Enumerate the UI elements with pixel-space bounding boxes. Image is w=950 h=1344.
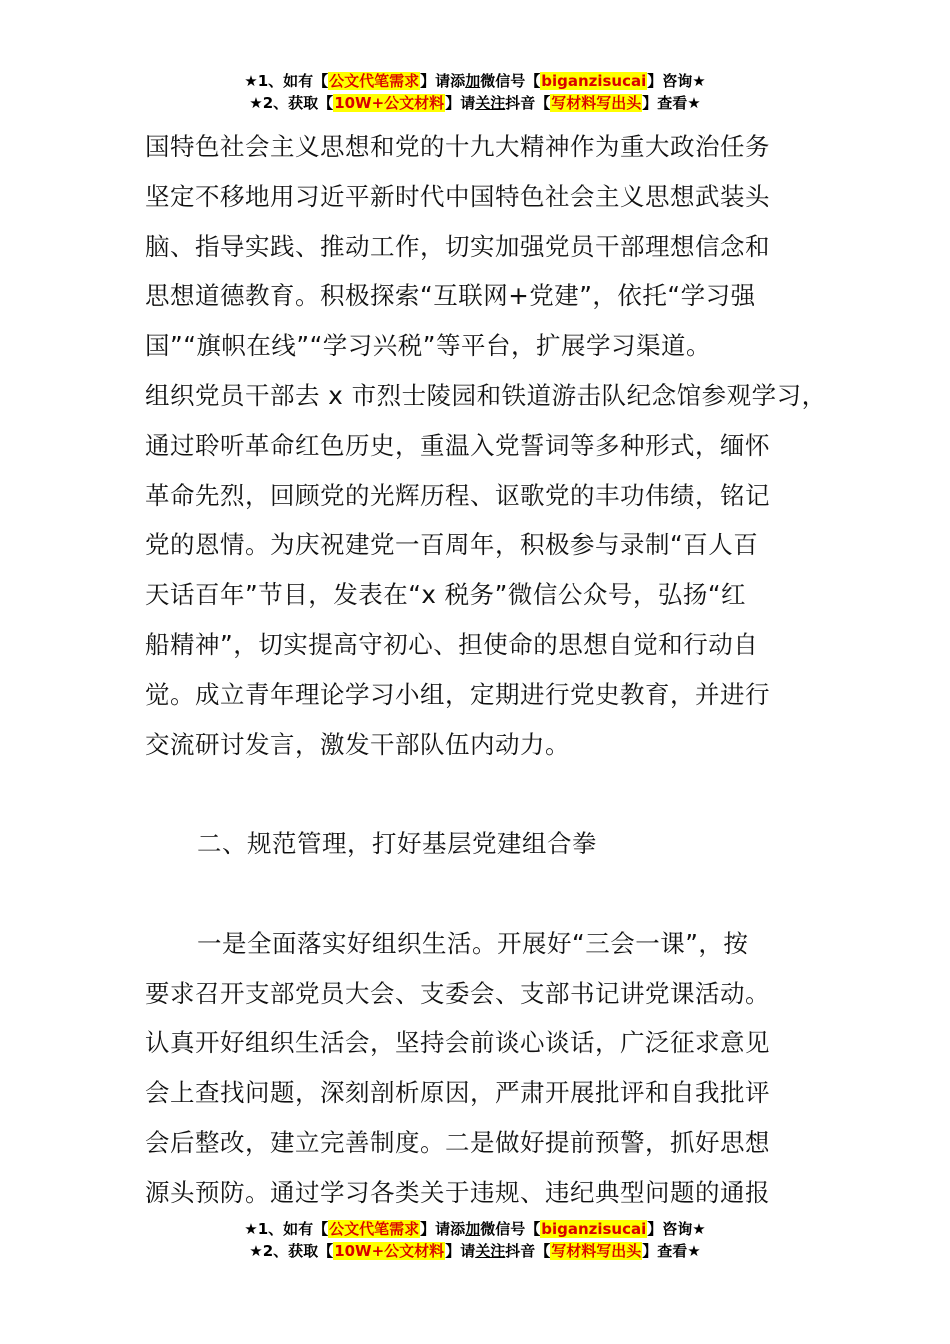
header-banner bbox=[0, 70, 950, 114]
body-line: 组织党员干部去 x 市烈士陵园和铁道游击队纪念馆参观学习， bbox=[145, 380, 827, 410]
highlight-douyin: 写材料写出头 bbox=[551, 94, 642, 112]
banner-line-2: ★2、获取【10W+公文材料】请关注抖音【写材料写出头】查看★ bbox=[249, 1242, 701, 1260]
body-line: 革命先烈，回顾党的光辉历程、讴歌党的丰功伟绩，铭记 bbox=[145, 480, 770, 510]
body-line: 源头预防。通过学习各类关于违规、违纪典型问题的通报 bbox=[145, 1177, 770, 1207]
document-body bbox=[145, 122, 825, 1218]
body-line: 船精神”，切实提高守初心、担使命的思想自觉和行动自 bbox=[145, 629, 759, 659]
highlight-wechat-id: biganzisucai bbox=[541, 1220, 647, 1238]
body-line: 脑、指导实践、推动工作，切实加强党员干部理想信念和 bbox=[145, 231, 770, 261]
highlight-wechat-id: biganzisucai bbox=[541, 72, 647, 90]
highlight-douyin: 写材料写出头 bbox=[551, 1242, 642, 1260]
highlight-service: 公文代笔需求 bbox=[329, 1220, 420, 1238]
body-line: 坚定不移地用习近平新时代中国特色社会主义思想武装头 bbox=[145, 181, 770, 211]
body-line: 会后整改，建立完善制度。二是做好提前预警，抓好思想 bbox=[145, 1127, 770, 1157]
body-line: 思想道德教育。积极探索“互联网+党建”，依托“学习强 bbox=[145, 281, 756, 311]
body-line: 要求召开支部党员大会、支委会、支部书记讲党课活动。 bbox=[145, 978, 770, 1008]
highlight-service: 公文代笔需求 bbox=[329, 72, 420, 90]
body-line: 国特色社会主义思想和党的十九大精神作为重大政治任务 bbox=[145, 132, 770, 161]
body-line: 天话百年”节目，发表在“x 税务”微信公众号，弘扬“红 bbox=[145, 580, 747, 610]
footer-banner bbox=[0, 1218, 950, 1262]
section-heading: 二、规范管理，打好基层党建组合拳 bbox=[197, 829, 597, 859]
body-line: 觉。成立青年理论学习小组，定期进行党史教育，并进行 bbox=[145, 679, 770, 709]
paragraph-gap bbox=[145, 869, 825, 919]
highlight-materials: 10W+公文材料 bbox=[334, 94, 445, 112]
body-line: 交流研讨发言，激发干部队伍内动力。 bbox=[145, 729, 570, 759]
highlight-materials: 10W+公文材料 bbox=[334, 1242, 445, 1260]
banner-line-1: ★1、如有【公文代笔需求】请添加微信号【biganzisucai】咨询★ bbox=[244, 1220, 706, 1238]
body-line: 认真开好组织生活会，坚持会前谈心谈话，广泛征求意见 bbox=[145, 1028, 770, 1058]
body-line: 通过聆听革命红色历史，重温入党誓词等多种形式，缅怀 bbox=[145, 430, 770, 460]
paragraph-gap bbox=[145, 769, 825, 819]
body-line: 一是全面落实好组织生活。开展好“三会一课”，按 bbox=[197, 928, 749, 958]
body-line: 国”“旗帜在线”“学习兴税”等平台，扩展学习渠道。 bbox=[145, 331, 711, 361]
banner-line-1: ★1、如有【公文代笔需求】请添加微信号【biganzisucai】咨询★ bbox=[244, 72, 706, 90]
body-line: 党的恩情。为庆祝建党一百周年，积极参与录制“百人百 bbox=[145, 530, 759, 560]
body-line: 会上查找问题，深刻剖析原因，严肃开展批评和自我批评 bbox=[145, 1078, 770, 1108]
banner-line-2: ★2、获取【10W+公文材料】请关注抖音【写材料写出头】查看★ bbox=[249, 94, 701, 112]
